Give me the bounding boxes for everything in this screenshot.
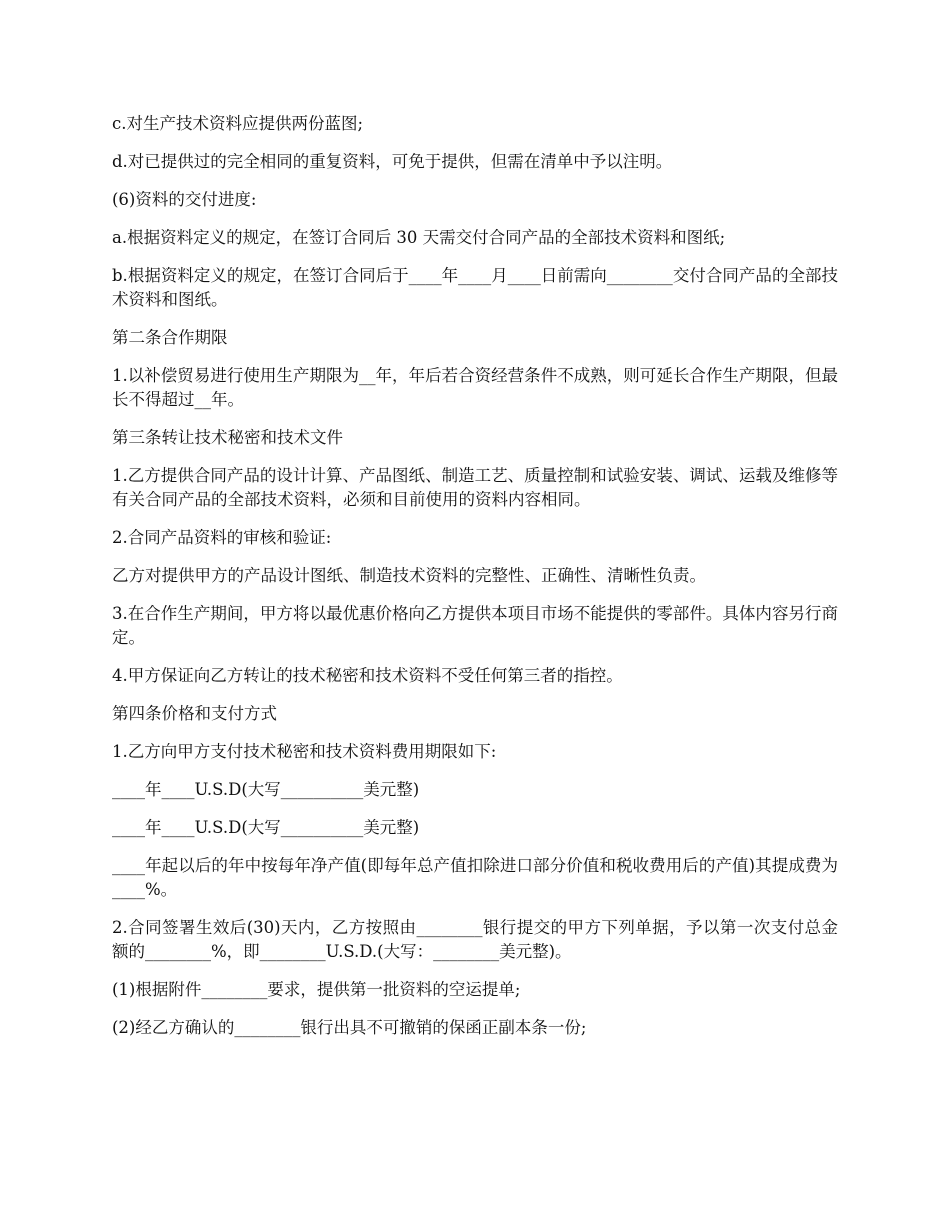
paragraph-d-duplicate-materials: d.对已提供过的完全相同的重复资料，可免于提供，但需在清单中予以注明。 [112, 152, 673, 171]
payment-line-2: ____年____U.S.D(大写__________美元整) [112, 818, 420, 837]
article-2-heading: 第二条合作期限 [112, 328, 228, 347]
paragraph-c-blueprints: c.对生产技术资料应提供两份蓝图; [112, 114, 364, 133]
paragraph-cooperation-period: 1.以补偿贸易进行使用生产期限为__年，年后若合资经营条件不成熟，则可延长合作生产期限，但最长不得超过__年。 [112, 366, 838, 409]
paragraph-payment-terms: 1.乙方向甲方支付技术秘密和技术资料费用期限如下: [112, 742, 497, 761]
paragraph-technical-materials: 1.乙方提供合同产品的设计计算、产品图纸、制造工艺、质量控制和试验安装、调试、运载及维修等有关合同产品的全部技术资料，必须和目前使用的资料内容相同。 [112, 466, 838, 509]
paragraph-delivery-schedule: (6)资料的交付进度: [112, 190, 257, 209]
paragraph-air-waybill: (1)根据附件________要求，提供第一批资料的空运提单; [112, 980, 521, 999]
paragraph-responsibility: 乙方对提供甲方的产品设计图纸、制造技术资料的完整性、正确性、清晰性负责。 [112, 566, 706, 585]
paragraph-bank-guarantee: (2)经乙方确认的________银行出具不可撤销的保函正副本条一份; [112, 1018, 587, 1037]
document-body [112, 112, 838, 1054]
paragraph-b-delivery-date: b.根据资料定义的规定，在签订合同后于____年____月____日前需向________交付合同产品的全部技术资料和图纸。 [112, 266, 838, 309]
paragraph-review-verification: 2.合同产品资料的审核和验证: [112, 528, 332, 547]
paragraph-no-third-party-claims: 4.甲方保证向乙方转让的技术秘密和技术资料不受任何第三者的指控。 [112, 666, 623, 685]
paragraph-parts-supply: 3.在合作生产期间，甲方将以最优惠价格向乙方提供本项目市场不能提供的零部件。具体内容另行商定。 [112, 604, 838, 647]
article-4-heading: 第四条价格和支付方式 [112, 704, 277, 723]
paragraph-royalty: ____年起以后的年中按每年净产值(即每年总产值扣除进口部分价值和税收费用后的产值)其提成费为____%。 [112, 856, 838, 899]
paragraph-a-delivery-30-days: a.根据资料定义的规定，在签订合同后 30 天需交付合同产品的全部技术资料和图纸; [112, 228, 726, 247]
paragraph-first-payment: 2.合同签署生效后(30)天内，乙方按照由________银行提交的甲方下列单据，予以第一次支付总金额的________%，即________U.S.D.(大写：________美元整)。 [112, 918, 838, 961]
article-3-heading: 第三条转让技术秘密和技术文件 [112, 428, 343, 447]
payment-line-1: ____年____U.S.D(大写__________美元整) [112, 780, 420, 799]
